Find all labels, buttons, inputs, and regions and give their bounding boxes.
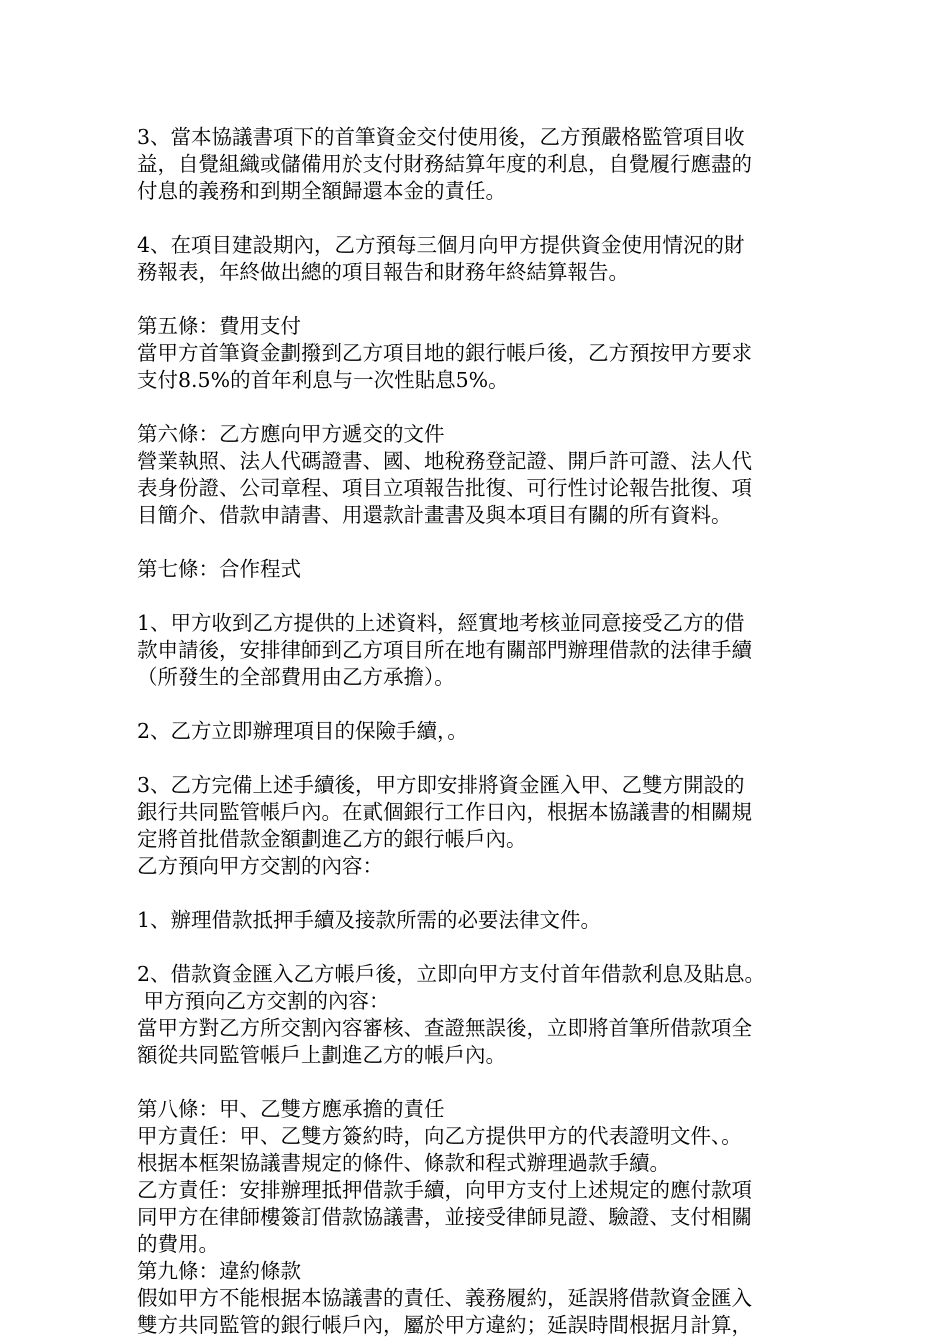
text-line: 務報表，年終做出總的項目報告和財務年終結算報告。 — [137, 260, 629, 284]
text-line: （所發生的全部費用由乙方承擔）。 — [137, 665, 455, 689]
article-6 — [137, 421, 837, 529]
text-line: 根据本框架協議書規定的條件、條款和程式辦理過款手續。 — [137, 1151, 670, 1175]
text-line: 的費用。 — [137, 1232, 219, 1256]
paragraph-gap — [137, 286, 837, 313]
text-line: 額從共同監管帳戶上劃進乙方的帳戶內。 — [137, 1043, 506, 1067]
article-8 — [137, 1096, 837, 1258]
article-heading: 第六條：乙方應向甲方遞交的文件 — [137, 422, 445, 446]
text-line: 4、在項目建設期內，乙方預每三個月向甲方提供資金使用情況的財 — [137, 233, 745, 257]
text-line: 付息的義務和到期全額歸還本金的責任。 — [137, 179, 506, 203]
paragraph-gap — [137, 583, 837, 610]
document-body — [137, 124, 837, 1339]
text-line: 3、乙方完備上述手續後，甲方即安排將資金匯入甲、乙雙方開設的 — [137, 773, 745, 797]
paragraph-gap — [137, 394, 837, 421]
text-line: 乙方預向甲方交割的內容： — [137, 854, 383, 878]
text-line: 乙方責任：安排辦理抵押借款手續，向甲方支付上述規定的應付款項 — [137, 1178, 752, 1202]
article-7-item-2 — [137, 718, 837, 745]
article-7 — [137, 556, 837, 1069]
article-heading: 第七條：合作程式 — [137, 557, 301, 581]
text-line: 2、借款資金匯入乙方帳戶後，立即向甲方支付首年借款利息及貼息。 — [137, 962, 766, 986]
text-line: 目簡介、借款申請書、用還款計畫書及與本項目有關的所有資料。 — [137, 503, 732, 527]
paragraph-item-4 — [137, 232, 837, 286]
text-line: 當甲方首筆資金劃撥到乙方項目地的銀行帳戶後，乙方預按甲方要求 — [137, 341, 752, 365]
article-heading: 第九條：違約條款 — [137, 1259, 301, 1283]
paragraph-item-3 — [137, 124, 837, 205]
text-line: 當甲方對乙方所交割內容審核、查證無誤後，立即將首筆所借款項全 — [137, 1016, 752, 1040]
article-9 — [137, 1258, 837, 1339]
text-line: 同甲方在律師樓簽訂借款協議書，並接受律師見證、驗證、支付相關 — [137, 1205, 752, 1229]
text-line: 3、當本協議書項下的首筆資金交付使用後，乙方預嚴格監管項目收 — [137, 125, 745, 149]
article-7-sub-item-2 — [137, 961, 837, 1069]
article-7-sub-item-1 — [137, 907, 837, 934]
text-line: 1、甲方收到乙方提供的上述資料，經實地考核並同意接受乙方的借 — [137, 611, 745, 635]
paragraph-gap — [137, 880, 837, 907]
text-line: 1、辦理借款抵押手續及接款所需的必要法律文件。 — [137, 908, 602, 932]
article-7-item-1 — [137, 610, 837, 691]
paragraph-gap — [137, 745, 837, 772]
text-line: 假如甲方不能根据本協議書的責任、義務履約，延誤將借款資金匯入 — [137, 1286, 752, 1310]
article-7-item-3 — [137, 772, 837, 880]
text-line: 益，自覺組織或儲備用於支付財務結算年度的利息，自覺履行應盡的 — [137, 152, 752, 176]
text-line: 款申請後，安排律師到乙方項目所在地有關部門辦理借款的法律手續 — [137, 638, 752, 662]
article-heading: 第八條：甲、乙雙方應承擔的責任 — [137, 1097, 445, 1121]
text-line: 甲方預向乙方交割的內容： — [137, 989, 390, 1013]
paragraph-gap — [137, 1069, 837, 1096]
paragraph-gap — [137, 529, 837, 556]
text-line: 營業執照、法人代碼證書、國、地稅務登記證、開戶許可證、法人代 — [137, 449, 752, 473]
article-heading: 第五條：費用支付 — [137, 314, 301, 338]
text-line: 支付8.5%的首年利息与一次性貼息5%。 — [137, 368, 509, 392]
paragraph-gap — [137, 934, 837, 961]
paragraph-gap — [137, 691, 837, 718]
text-line: 雙方共同監管的銀行帳戶內，屬於甲方違約；延誤時間根据月計算， — [137, 1313, 752, 1337]
paragraph-gap — [137, 205, 837, 232]
text-line: 甲方責任：甲、乙雙方簽約時，向乙方提供甲方的代表證明文件、。 — [137, 1124, 742, 1148]
text-line: 定將首批借款金額劃進乙方的銀行帳戶內。 — [137, 827, 527, 851]
text-line: 2、乙方立即辦理項目的保險手續，。 — [137, 719, 468, 743]
text-line: 表身份證、公司章程、項目立項報告批復、可行性讨论報告批復、項 — [137, 476, 752, 500]
article-5 — [137, 313, 837, 394]
text-line: 銀行共同監管帳戶內。在貳個銀行工作日內，根据本協議書的相關規 — [137, 800, 752, 824]
